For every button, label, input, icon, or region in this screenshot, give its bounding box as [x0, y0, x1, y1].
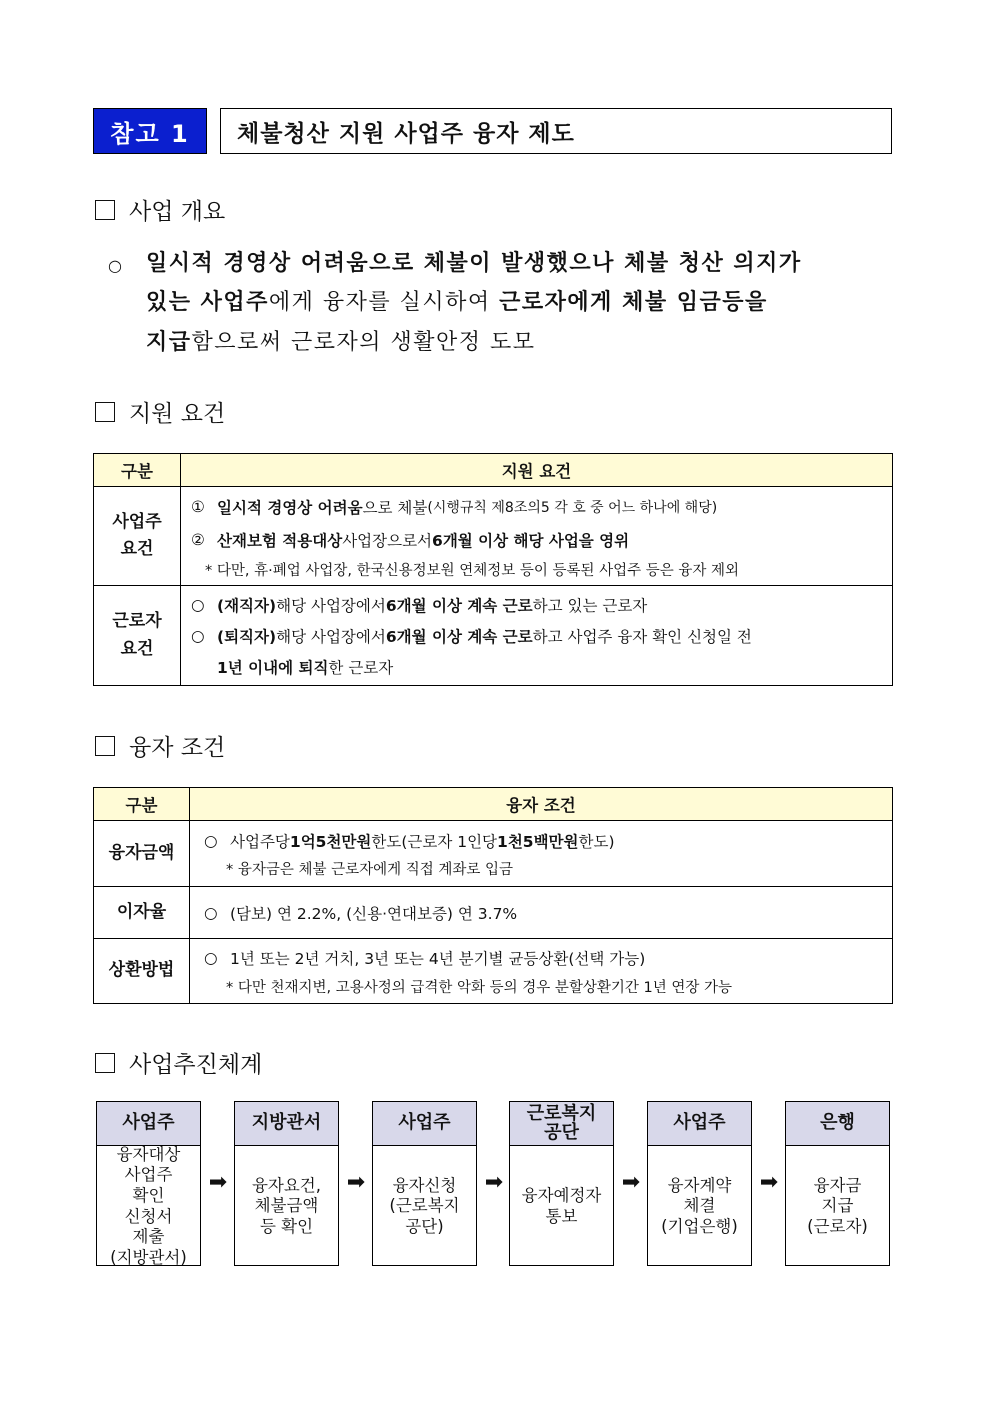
row-label-employer: [94, 487, 181, 586]
right-arrow-icon: ➡: [208, 1170, 228, 1195]
row-item: [204, 898, 882, 928]
overview-text-segment: 있는 사업주: [146, 290, 269, 315]
process-step-actor: 은행: [786, 1102, 889, 1146]
row-item-text: 해당 사업장에서: [276, 627, 386, 646]
process-step-actor: 사업주: [373, 1102, 476, 1146]
row-content-employer: [181, 487, 893, 586]
row-item-marker: ○: [204, 949, 218, 967]
process-step: [785, 1101, 890, 1266]
section-overview-heading: 사업 개요: [95, 193, 225, 226]
row-item-text: (재직자): [217, 596, 277, 615]
process-step-description: 융자요건, 체불금액 등 확인: [251, 1175, 321, 1236]
row-item: [191, 523, 882, 556]
row-item-text: 일시적 경영상 어려움: [217, 498, 363, 517]
overview-text-segment: 지급: [146, 330, 192, 355]
row-content-interest-rate: [190, 887, 893, 939]
row-item-text: 1천5백만원: [497, 832, 579, 851]
row-item: [204, 826, 882, 856]
row-item-text: 한 근로자: [328, 658, 394, 677]
row-item-text: 1억5천만원: [289, 832, 372, 851]
document-title: 체불청산 지원 사업주 융자 제도: [220, 108, 892, 154]
overview-line: [146, 246, 802, 277]
table-header-category: 구분: [94, 454, 181, 487]
process-step: [647, 1101, 752, 1266]
process-step-actor: 근로복지 공단: [510, 1102, 613, 1146]
table-header-requirements: 지원 요건: [181, 454, 893, 487]
overview-line: [146, 325, 536, 356]
row-label-text: 상환방법: [108, 960, 175, 981]
row-item-text: 1년 또는 2년 거치, 3년 또는 4년 분기별 균등상환(선택 가능): [230, 950, 646, 968]
right-arrow-icon: ➡: [621, 1170, 641, 1195]
overview-bullet: ○: [108, 256, 122, 275]
process-step: [509, 1101, 614, 1266]
row-item-text: 하고 있는 근로자: [532, 596, 648, 615]
row-item: [191, 490, 882, 523]
row-item-text: (담보) 연 2.2%, (신용·연대보증) 연 3.7%: [230, 904, 518, 923]
row-item-text: (시행규칙 제8조의5 각 호 중 어느 하나에 해당): [427, 499, 718, 516]
row-label-text: 사업주: [112, 511, 162, 532]
right-arrow-icon: ➡: [346, 1170, 366, 1195]
row-item-marker: ①: [191, 497, 205, 516]
requirements-table: [93, 453, 893, 686]
right-arrow-icon: ➡: [484, 1170, 504, 1195]
row-item-text: 6개월 이상 해당 사업을 영위: [432, 531, 630, 550]
process-step-description: 융자계약 체결 (기업은행): [661, 1175, 738, 1236]
row-label-text: 융자금액: [108, 842, 175, 863]
checkbox-square-icon: [95, 1053, 115, 1073]
row-item-marker: ○: [204, 831, 218, 850]
overview-text-segment: 에게 융자를 실시하여: [268, 290, 500, 315]
process-step-actor: 사업주: [648, 1102, 751, 1146]
row-item-text: 하고 사업주 융자 확인 신청일 전: [532, 627, 752, 646]
row-label-text: 요건: [120, 638, 154, 659]
row-item-text: 사업장으로서: [342, 531, 433, 550]
row-item-text: (퇴직자): [217, 627, 277, 646]
process-step-description: 융자금 지급 (근로자): [807, 1175, 868, 1236]
row-item: [191, 651, 882, 682]
process-step: [372, 1101, 477, 1266]
row-content-loan-amount: [190, 821, 893, 887]
checkbox-square-icon: [95, 736, 115, 756]
row-label-worker: [94, 586, 181, 686]
row-item-text: 한도): [578, 832, 615, 851]
row-item-marker: ○: [191, 595, 205, 614]
row-item-marker: ○: [204, 903, 218, 922]
process-step-actor: 지방관서: [235, 1102, 338, 1146]
row-note: * 융자금은 체불 근로자에게 직접 계좌로 입금: [226, 862, 514, 878]
checkbox-square-icon: [95, 200, 115, 220]
right-arrow-icon: ➡: [759, 1170, 779, 1195]
row-item: [204, 943, 882, 973]
row-note: * 다만, 휴·폐업 사업장, 한국신용정보원 연체정보 등이 등록된 사업주 등은 융자 제외: [205, 562, 740, 579]
row-label-interest-rate: [94, 887, 190, 939]
row-item-text: 산재보험 적용대상: [217, 531, 343, 550]
row-content-repayment: [190, 939, 893, 1004]
row-label-loan-amount: [94, 821, 190, 887]
process-step-description: 융자신청 (근로복지 공단): [389, 1175, 460, 1236]
process-step-description: 융자예정자 통보: [521, 1185, 602, 1226]
checkbox-square-icon: [95, 402, 115, 422]
row-label-repayment: [94, 939, 190, 1004]
row-item-text: 1년 이내에 퇴직: [217, 658, 329, 677]
row-item-text: 6개월 이상 계속 근로: [385, 596, 533, 615]
row-note: * 다만 천재지변, 고용사정의 급격한 악화 등의 경우 분할상환기간 1년 연장 가능: [226, 979, 732, 996]
row-label-text: 이자율: [116, 901, 167, 922]
row-item: [191, 589, 882, 620]
row-item-text: 해당 사업장에서: [276, 596, 386, 615]
section-process-heading: 사업추진체계: [95, 1046, 262, 1079]
overview-text-segment: 일시적 경영상 어려움으로 체불이 발생했으나 체불 청산 의지가: [146, 251, 802, 276]
reference-badge: 참고 1: [93, 108, 207, 154]
table-header-loan-terms: 융자 조건: [190, 788, 893, 821]
row-item-text: 으로 체불: [362, 498, 428, 517]
row-content-worker: [181, 586, 893, 686]
overview-text-segment: 함으로써 근로자의 생활안정 도모: [191, 330, 536, 355]
row-item: [191, 620, 882, 651]
section-loan-terms-heading: 융자 조건: [95, 729, 225, 762]
row-item-text: 6개월 이상 계속 근로: [385, 627, 533, 646]
table-header-category: 구분: [94, 788, 190, 821]
process-step: [234, 1101, 339, 1266]
row-item-text: 한도(근로자 1인당: [371, 832, 498, 851]
row-item-text: 사업주당: [230, 832, 290, 851]
row-label-text: 요건: [120, 539, 154, 559]
row-item-marker: ○: [191, 626, 205, 645]
overview-line: [146, 285, 768, 316]
process-step: [96, 1101, 201, 1266]
overview-text-segment: 근로자에게 체불 임금등을: [499, 290, 768, 315]
process-step-description: 융자대상 사업주 확인 신청서 제출 (지방관서): [110, 1144, 187, 1267]
row-label-text: 근로자: [112, 611, 162, 632]
section-requirements-heading: 지원 요건: [95, 395, 225, 428]
row-item-marker: ②: [191, 530, 205, 549]
process-step-actor: 사업주: [97, 1102, 200, 1146]
loan-terms-table: [93, 787, 893, 1004]
